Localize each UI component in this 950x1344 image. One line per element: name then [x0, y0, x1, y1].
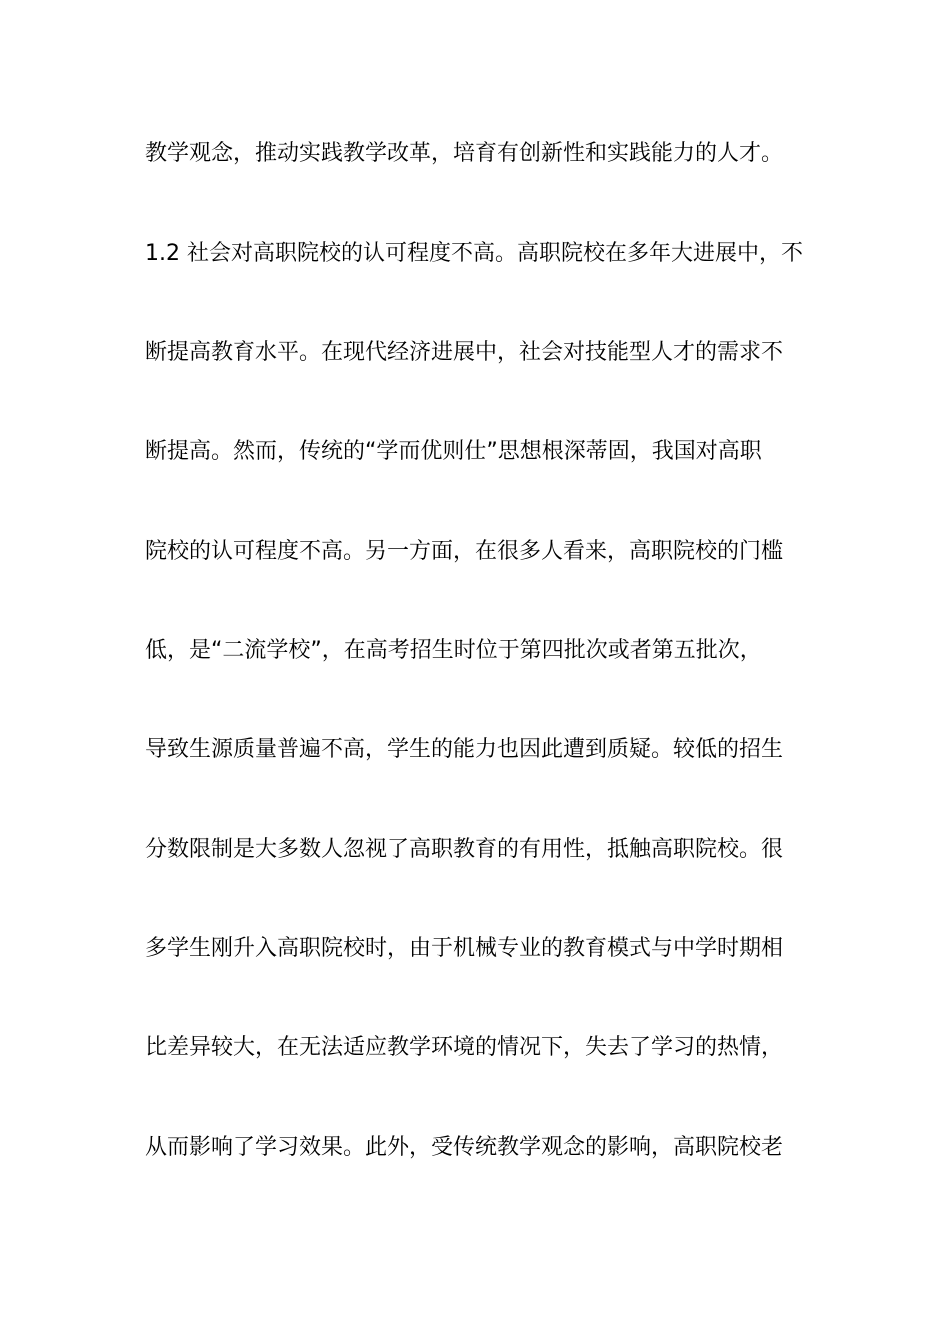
- text-line-11: 从而影响了学习效果。此外，受传统教学观念的影响，高职院校老: [145, 1135, 784, 1160]
- text-line-10: 比差异较大，在无法适应教学环境的情况下，失去了学习的热情，: [145, 1035, 784, 1060]
- text-line-6: 低，是“二流学校”，在高考招生时位于第四批次或者第五批次，: [145, 638, 762, 663]
- text-line-9: 多学生刚升入高职院校时，由于机械专业的教育模式与中学时期相: [145, 936, 784, 961]
- text-line-1: 教学观念，推动实践教学改革，培育有创新性和实践能力的人才。: [145, 141, 784, 166]
- text-line-4: 断提高。然而，传统的“学而优则仕”思想根深蒂固，我国对高职: [145, 439, 762, 464]
- text-line-8: 分数限制是大多数人忽视了高职教育的有用性，抵触高职院校。很: [145, 837, 784, 862]
- text-line-3: 断提高教育水平。在现代经济进展中，社会对技能型人才的需求不: [145, 340, 784, 365]
- text-line-7: 导致生源质量普遍不高，学生的能力也因此遭到质疑。较低的招生: [145, 737, 784, 762]
- text-line-5: 院校的认可程度不高。另一方面，在很多人看来，高职院校的门槛: [145, 539, 784, 564]
- text-line-2: 1.2 社会对高职院校的认可程度不高。高职院校在多年大进展中，不: [145, 241, 803, 266]
